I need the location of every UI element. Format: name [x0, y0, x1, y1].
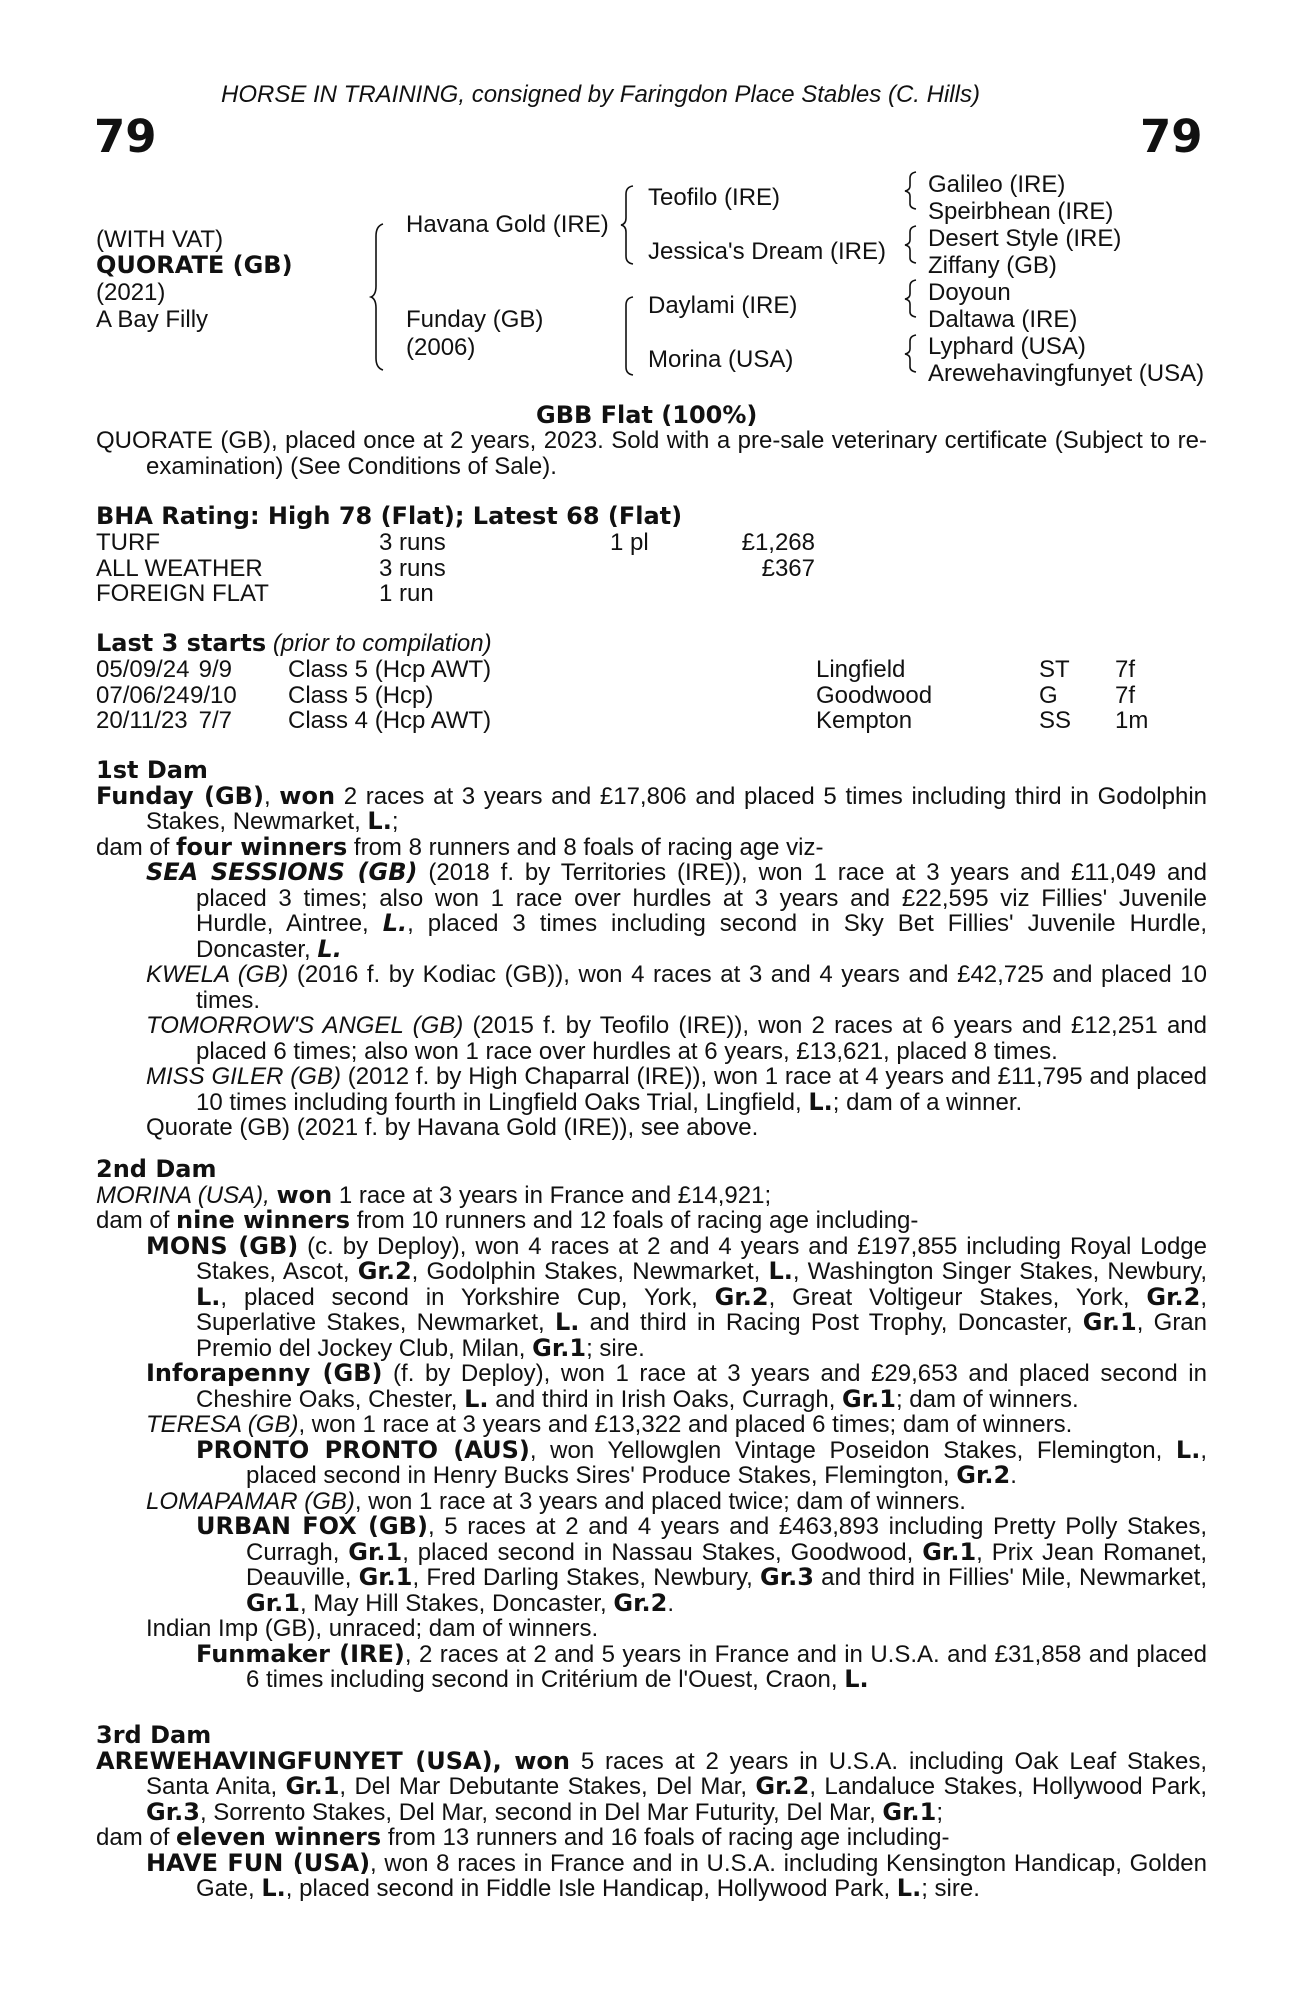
- record-text: .: [667, 1589, 674, 1617]
- winners-count: eleven winners: [176, 1823, 382, 1851]
- start-position: 9/9: [198, 656, 232, 683]
- rating-table: [96, 530, 1196, 610]
- first-dam-section: [96, 758, 1207, 1141]
- produce-teresa: [96, 1412, 1207, 1438]
- produce-name: URBAN FOX (GB): [196, 1512, 428, 1540]
- record-text: ; sire.: [586, 1334, 645, 1362]
- race-grade: L.: [196, 1282, 221, 1311]
- record-text: dam of: [96, 1824, 177, 1851]
- last-starts-heading: [96, 631, 492, 657]
- record-text: , placed second in Yorkshire Cup, York,: [220, 1283, 715, 1311]
- race-grade: Gr.2: [714, 1282, 769, 1311]
- produce-sea-sessions: [96, 860, 1207, 962]
- race-grade: L.: [896, 1874, 922, 1902]
- won-label: won: [279, 781, 336, 810]
- pedigree-sss: Galileo (IRE): [928, 171, 1066, 198]
- produce-name: LOMAPAMAR (GB): [146, 1487, 355, 1515]
- record-text: , won 1 race at 3 years and £13,322 and placed 6 times; dam of winners.: [298, 1411, 1073, 1438]
- rating-prize: £1,268: [741, 529, 815, 556]
- record-text: and third in Fillies' Mile, Newmarket,: [813, 1564, 1207, 1591]
- start-distance: 1m: [1115, 707, 1149, 734]
- start-course: Lingfield: [816, 656, 906, 683]
- race-grade: Gr.2: [1146, 1282, 1201, 1311]
- rating-prize: £367: [761, 554, 815, 582]
- record-text: ;: [391, 808, 399, 835]
- record-text: ; dam of winners.: [895, 1385, 1079, 1413]
- record-text: from 10 runners and 12 foals of racing age including-: [350, 1207, 919, 1234]
- produce-name: KWELA (GB): [146, 961, 289, 988]
- start-date: 20/11/23: [96, 707, 188, 734]
- record-text: , Godolphin Stakes, Newmarket,: [411, 1258, 769, 1285]
- produce-pronto-pronto: [96, 1435, 1208, 1489]
- rating-surface: ALL WEATHER: [96, 554, 263, 582]
- record-text: ; dam of a winner.: [832, 1088, 1023, 1116]
- gbb-rating: GBB Flat (100%): [536, 401, 758, 429]
- race-grade: Gr.2: [357, 1257, 412, 1285]
- record-text: (c. by Deploy), won 4 races at 2 and 4 years and £197,855 including Royal Lodge Stakes, Ascot,: [196, 1232, 1207, 1285]
- dam-name: AREWEHAVINGFUNYET (USA): [96, 1746, 493, 1775]
- record-text: , Great Voltigeur Stakes, York,: [768, 1283, 1147, 1311]
- record-text: 2 races at 3 years and £17,806 and placed 5 times including third in Godolphin Stakes, Newmarket,: [146, 782, 1208, 835]
- record-text: and third in Racing Post Trophy, Doncaster,: [579, 1309, 1083, 1336]
- last-starts-note: (prior to compilation): [272, 630, 492, 657]
- record-text: ;: [936, 1798, 944, 1826]
- produce-name: SEA SESSIONS (GB): [146, 858, 418, 886]
- record-text: ; sire.: [921, 1875, 980, 1902]
- rating-placed: 1 pl: [610, 529, 649, 556]
- start-distance: 7f: [1115, 656, 1136, 683]
- race-grade: Gr.2: [956, 1461, 1011, 1489]
- lot-number-right: 79: [1140, 110, 1203, 163]
- pedigree-bracket-ss: [905, 170, 919, 210]
- record-text: ,: [263, 1181, 277, 1209]
- pedigree-sire: Havana Gold (IRE): [406, 211, 609, 238]
- record-text: (2016 f. by Kodiac (GB)), won 4 races at 3 and 4 years and £42,725 and placed 10 times.: [196, 961, 1207, 1014]
- pedigree-dam-dam: Morina (USA): [648, 346, 794, 373]
- pedigree-bracket-sire: [622, 184, 636, 266]
- start-race: Class 5 (Hcp AWT): [288, 656, 492, 683]
- start-race: Class 4 (Hcp AWT): [288, 707, 492, 734]
- produce-name: PRONTO PRONTO (AUS): [196, 1435, 530, 1464]
- third-dam-section: [96, 1723, 1207, 1902]
- record-text: and third in Irish Oaks, Curragh,: [488, 1385, 843, 1413]
- record-text: , Gran Premio del Jockey Club, Milan,: [196, 1309, 1208, 1362]
- produce-quorate: Quorate (GB) (2021 f. by Havana Gold (IRE)), see above.: [146, 1114, 759, 1141]
- race-grade: Gr.3: [760, 1563, 814, 1591]
- pedigree-dss: Doyoun: [928, 279, 1011, 306]
- race-grade: L.: [844, 1665, 869, 1693]
- race-grade: Gr.1: [532, 1333, 587, 1362]
- rating-surface: FOREIGN FLAT: [96, 580, 269, 607]
- race-grade: L.: [768, 1257, 793, 1285]
- produce-name: TERESA (GB): [146, 1411, 299, 1438]
- won-label: won: [514, 1746, 570, 1775]
- race-grade: L.: [261, 1874, 286, 1902]
- record-text: , May Hill Stakes, Doncaster,: [299, 1589, 614, 1617]
- record-text: (2012 f. by High Chaparral (IRE)), won 1 race at 4 years and £11,795 and placed 10 times including fourth in Lingfield Oaks Trial, Lingfield,: [196, 1063, 1207, 1116]
- race-grade: Gr.2: [613, 1588, 668, 1617]
- record-text: , Del Mar Debutante Stakes, Del Mar,: [339, 1773, 756, 1800]
- race-grade: L.: [367, 807, 392, 835]
- race-grade: L.: [808, 1087, 833, 1116]
- produce-name: HAVE FUN (USA): [146, 1848, 371, 1877]
- record-text: , placed second in Fiddle Isle Handicap, Hollywood Park,: [285, 1875, 897, 1902]
- race-grade: Gr.2: [755, 1772, 810, 1800]
- start-date: 05/09/24: [96, 656, 190, 683]
- record-text: , won 8 races in France and in U.S.A. including Kensington Handicap, Golden Gate,: [196, 1849, 1207, 1902]
- rating-runs: 3 runs: [379, 529, 446, 556]
- start-course: Goodwood: [816, 681, 933, 709]
- record-text: , 2 races at 2 and 5 years in France and in U.S.A. and £31,858 and placed 6 times including second in Critérium de l'Ouest, Craon,: [246, 1640, 1207, 1693]
- second-dam-section: [96, 1157, 1207, 1693]
- won-label: won: [276, 1180, 333, 1209]
- record-text: (2018 f. by Territories (IRE)), won 1 race at 3 years and £11,049 and placed 3 times; also won 1 race over hurdles at 3 years and £22,595 viz Fillies' Juvenile Hurdle, Aintree,: [196, 859, 1207, 937]
- dam-name: MORINA (USA): [96, 1181, 264, 1209]
- winners-count: four winners: [176, 832, 348, 861]
- pedigree-ddd: Arewehavingfunyet (USA): [928, 360, 1205, 387]
- pedigree-sdd: Ziffany (GB): [928, 252, 1057, 279]
- produce-kwela: [96, 962, 1207, 1013]
- race-grade: L.: [554, 1308, 580, 1336]
- pedigree-ssd: Speirbhean (IRE): [928, 198, 1114, 225]
- bha-rating-heading: BHA Rating: High 78 (Flat); Latest 68 (Flat): [96, 502, 683, 530]
- produce-name: TOMORROW'S ANGEL (GB): [146, 1012, 464, 1039]
- second-dam-produce-summary: [96, 1208, 1207, 1234]
- start-position: 7/7: [198, 707, 232, 734]
- dam-name: Funday (GB): [96, 781, 264, 810]
- race-grade: Gr.1: [882, 1797, 937, 1826]
- start-going: ST: [1039, 656, 1070, 683]
- record-text: , Fred Darling Stakes, Newbury,: [412, 1564, 761, 1591]
- first-dam-heading: 1st Dam: [96, 756, 208, 784]
- record-text: , won Yellowglen Vintage Poseidon Stakes, Flemington,: [529, 1436, 1176, 1464]
- vat-note: (WITH VAT): [96, 226, 224, 253]
- record-text: ,: [492, 1746, 515, 1775]
- produce-urban-fox: [96, 1514, 1207, 1616]
- record-text: , Landaluce Stakes, Hollywood Park,: [809, 1773, 1207, 1800]
- pedigree-sire-dam: Jessica's Dream (IRE): [648, 238, 886, 265]
- produce-funmaker: [96, 1639, 1207, 1693]
- race-grade: Gr.1: [246, 1588, 300, 1617]
- race-grade: Gr.1: [285, 1772, 340, 1800]
- produce-have-fun: [96, 1848, 1207, 1902]
- record-text: 5 races at 2 years in U.S.A. including Oak Leaf Stakes, Santa Anita,: [146, 1747, 1208, 1800]
- record-text: (2015 f. by Teofilo (IRE)), won 2 races at 6 years and £12,251 and placed 6 times; also won 1 race over hurdles at 6 years, £13,621, placed 8 times.: [196, 1012, 1207, 1065]
- pedigree-dsd: Daltawa (IRE): [928, 306, 1078, 333]
- produce-name: MISS GILER (GB): [146, 1063, 341, 1090]
- summary-block: [96, 428, 1207, 479]
- produce-lomapamar: [96, 1489, 1207, 1515]
- produce-name: Funmaker (IRE): [196, 1639, 405, 1668]
- record-text: , Sorrento Stakes, Del Mar, second in Del Mar Futurity, Del Mar,: [199, 1798, 883, 1826]
- pedigree-dds: Lyphard (USA): [928, 333, 1086, 360]
- second-dam-heading: 2nd Dam: [96, 1155, 217, 1183]
- record-text: , Superlative Stakes, Newmarket,: [196, 1283, 1207, 1336]
- produce-inforapenny: [96, 1361, 1207, 1412]
- record-text: , placed 3 times including second in Sky Bet Fillies' Juvenile Hurdle, Doncaster,: [196, 910, 1207, 963]
- pedigree-dam-year: (2006): [406, 334, 476, 361]
- third-dam-produce-summary: [96, 1825, 1207, 1851]
- race-grade: L.: [382, 909, 408, 937]
- record-text: , placed second in Nassau Stakes, Goodwood,: [402, 1538, 923, 1566]
- record-text: 1 race at 3 years in France and £14,921;: [332, 1181, 772, 1209]
- start-going: SS: [1039, 707, 1072, 734]
- pedigree-bracket-dam: [622, 295, 636, 377]
- winners-count: nine winners: [176, 1206, 351, 1234]
- record-text: , won 1 race at 3 years and placed twice; dam of winners.: [354, 1487, 966, 1515]
- produce-name: Inforapenny (GB): [146, 1359, 383, 1387]
- produce-tomorrows-angel: [96, 1013, 1207, 1064]
- pedigree-sds: Desert Style (IRE): [928, 225, 1122, 252]
- race-grade: Gr.3: [146, 1797, 200, 1826]
- lot-number-left: 79: [94, 110, 157, 163]
- race-grade: Gr.1: [1082, 1308, 1137, 1336]
- horse-name: QUORATE (GB): [96, 251, 293, 279]
- record-text: , placed second in Henry Bucks Sires' Produce Stakes, Flemington,: [246, 1436, 1208, 1489]
- rating-surface: TURF: [96, 529, 160, 556]
- summary-text: QUORATE (GB), placed once at 2 years, 2023. Sold with a pre-sale veterinary certificate (Subject to re-examination) (See Conditions of Sale).: [96, 427, 1207, 480]
- first-dam-produce-summary: [96, 832, 1207, 861]
- pedigree-bracket-main: [372, 222, 386, 372]
- third-dam-heading: 3rd Dam: [96, 1721, 212, 1749]
- rating-runs: 1 run: [379, 580, 434, 607]
- produce-indian-imp: Indian Imp (GB), unraced; dam of winners.: [146, 1615, 599, 1642]
- horse-description: A Bay Filly: [96, 306, 209, 333]
- produce-mons: [96, 1231, 1208, 1362]
- record-text: (f. by Deploy), won 1 race at 3 years and £29,653 and placed second in Cheshire Oaks, Chester,: [196, 1360, 1207, 1413]
- last-starts-title: Last 3 starts: [96, 629, 267, 657]
- starts-table: [96, 657, 1196, 737]
- race-grade: L.: [464, 1384, 489, 1413]
- race-grade: Gr.1: [348, 1537, 403, 1566]
- record-text: , 5 races at 2 and 4 years and £463,893 including Pretty Polly Stakes, Curragh,: [246, 1513, 1207, 1566]
- pedigree-sire-sire: Teofilo (IRE): [648, 184, 781, 211]
- race-grade: Gr.1: [842, 1384, 896, 1413]
- produce-name: MONS (GB): [146, 1231, 299, 1260]
- start-distance: 7f: [1115, 681, 1136, 709]
- start-position: 9/10: [190, 681, 237, 709]
- record-text: from 13 runners and 16 foals of racing age including-: [381, 1824, 950, 1851]
- record-text: dam of: [96, 1207, 177, 1234]
- record-text: , Prix Jean Romanet, Deauville,: [246, 1538, 1207, 1591]
- record-text: .: [1010, 1462, 1017, 1489]
- pedigree-bracket-dd: [905, 333, 919, 373]
- horse-year: (2021): [96, 279, 166, 306]
- race-grade: L.: [1175, 1435, 1201, 1464]
- record-text: dam of: [96, 833, 177, 861]
- record-text: from 8 runners and 8 foals of racing age viz-: [347, 833, 824, 861]
- pedigree-dam-sire: Daylami (IRE): [648, 292, 798, 319]
- record-text: , Washington Singer Stakes, Newbury,: [792, 1258, 1207, 1285]
- race-grade: Gr.1: [922, 1537, 977, 1566]
- rating-runs: 3 runs: [379, 554, 446, 582]
- first-dam-record: Funday (GB), won 2 races at 3 years and £17,806 and placed 5 times including third in Godolphin Stakes, Newmarket, L.;: [96, 781, 1208, 835]
- start-race: Class 5 (Hcp): [288, 681, 434, 709]
- second-dam-record: [96, 1180, 1207, 1209]
- third-dam-record: [96, 1746, 1208, 1826]
- start-going: G: [1039, 681, 1058, 709]
- race-grade: L.: [317, 934, 342, 963]
- pedigree-bracket-sd: [905, 224, 919, 264]
- pedigree-dam: Funday (GB): [406, 306, 544, 333]
- produce-miss-giler: [96, 1064, 1207, 1115]
- start-date: 07/06/24: [96, 681, 190, 709]
- page-header-title: HORSE IN TRAINING, consigned by Faringdon Place Stables (C. Hills): [221, 81, 980, 108]
- race-grade: Gr.1: [358, 1563, 413, 1591]
- pedigree-bracket-ds: [905, 278, 919, 318]
- start-course: Kempton: [816, 707, 913, 734]
